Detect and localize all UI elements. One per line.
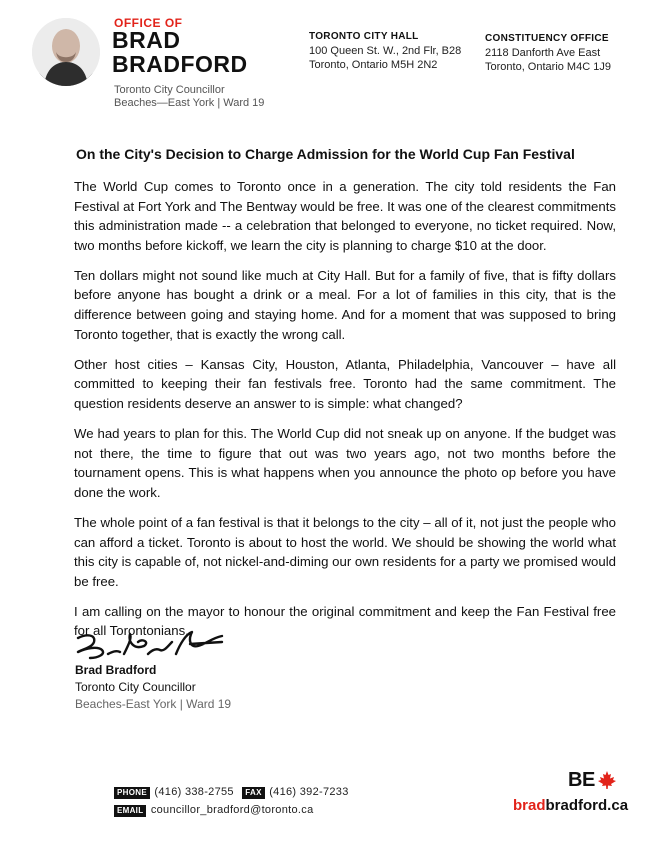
phone-line (114, 782, 349, 800)
website-link[interactable] (513, 797, 628, 814)
phone-number: (416) 338-2755 (154, 786, 234, 798)
website-prefix: brad (513, 797, 546, 814)
constituency-address-line2: Toronto, Ontario M4C 1J9 (485, 61, 611, 73)
councillor-ward: Beaches—East York | Ward 19 (114, 97, 265, 109)
constituency-heading: CONSTITUENCY OFFICE (485, 33, 609, 44)
signoff-name: Brad Bradford (75, 663, 157, 677)
be-logo-text: BE (568, 769, 595, 791)
phone-tag: PHONE (114, 787, 150, 799)
city-hall-address-line2: Toronto, Ontario M5H 2N2 (309, 59, 438, 71)
fax-tag: FAX (242, 787, 264, 799)
email-tag: EMAIL (114, 805, 146, 817)
letter-subject: On the City's Decision to Charge Admission for the World Cup Fan Festival (76, 146, 575, 162)
email-link[interactable]: councillor_bradford@toronto.ca (150, 804, 314, 816)
letter-paragraph-5: The whole point of a fan festival is that it belongs to the city – all of it, not just the people who can afford a ticket. Toronto is about to host the world. We should be showing the world what this city is capable of, not nickel-and-diming our own residents for a party we promised would be free. (74, 514, 616, 589)
letter-body (74, 177, 616, 651)
letter-paragraph-3: Other host cities – Kansas City, Houston, Atlanta, Philadelphia, Vancouver – have all committed to keeping their fan festivals free. Toronto had the same commitment. The question residents deserve an answer to is simple: what changed? (74, 356, 616, 411)
councillor-title: Toronto City Councillor (114, 84, 225, 96)
councillor-first-name: BRAD (112, 27, 181, 53)
city-hall-heading: TORONTO CITY HALL (309, 31, 419, 42)
councillor-portrait (32, 18, 100, 86)
fax-number: (416) 392-7233 (269, 786, 349, 798)
maple-leaf-icon (597, 770, 617, 790)
letter-paragraph-6: I am calling on the mayor to honour the original commitment and keep the Fan Festival free for all Torontonians. (74, 603, 616, 639)
email-line (114, 800, 313, 818)
office-of-label: OFFICE OF (114, 16, 183, 30)
councillor-last-name: BRADFORD (112, 51, 248, 77)
be-logo (568, 769, 620, 793)
letter-paragraph-2: Ten dollars might not sound like much at City Hall. But for a family of five, that is fifty dollars before anyone has bought a drink or a meal. For a lot of families in this city, that is the difference between going and staying home. And for a moment that was supposed to bring Toronto together, that is exactly the wrong call. (74, 267, 616, 342)
website-suffix: bradford.ca (545, 797, 629, 814)
handwritten-signature (72, 624, 232, 664)
signoff-ward: Beaches-East York | Ward 19 (75, 697, 232, 711)
signoff-title: Toronto City Councillor (75, 680, 196, 694)
constituency-address-line1: 2118 Danforth Ave East (485, 47, 601, 59)
letter-paragraph-1: The World Cup comes to Toronto once in a generation. The city told residents the Fan Festival at Fort York and The Bentway would be free. It was one of the clearest commitments this administration made -- a celebration that belonged to everyone, no ticket required. Now, two months before kickoff, we learn the city is planning to charge $10 at the door. (74, 179, 616, 253)
city-hall-address-line1: 100 Queen St. W., 2nd Flr, B28 (309, 45, 462, 57)
letter-paragraph-4: We had years to plan for this. The World Cup did not sneak up on anyone. If the budget was not there, the time to figure that out was two years ago, not two months before the tournament opens. This is what happens when you announce the photo op before you have done the work. (74, 426, 616, 500)
